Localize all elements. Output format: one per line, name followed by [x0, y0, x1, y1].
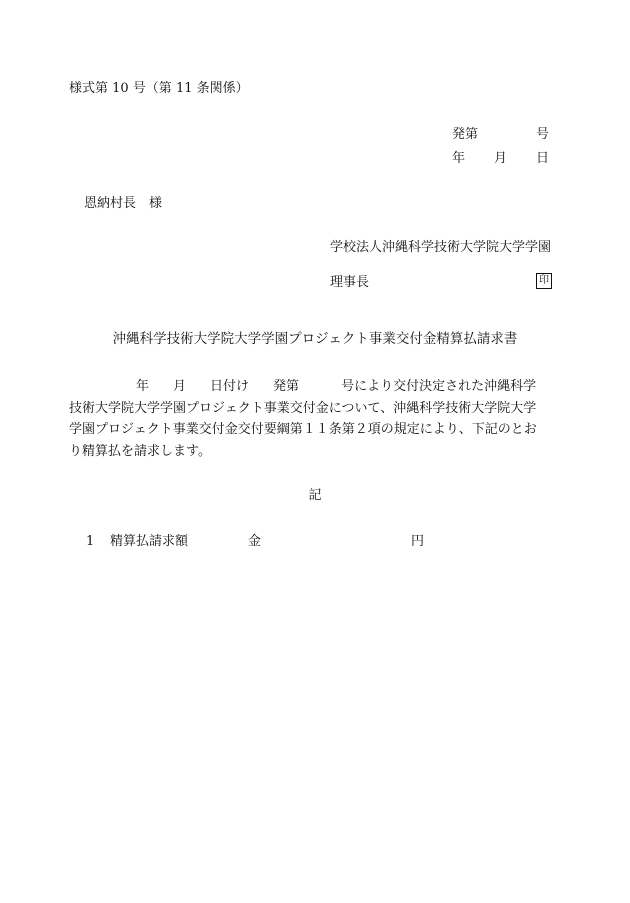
issue-number-row — [452, 127, 552, 151]
body-paragraph — [69, 376, 561, 462]
addressee-honorific: 様 — [149, 196, 163, 211]
body-line-4: り精算払を請求します。 — [69, 443, 211, 459]
hatsu-dai-label: 発第 — [452, 127, 479, 142]
ki-heading: 記 — [308, 488, 322, 503]
body-line-1 — [69, 376, 561, 398]
form-number: 様式第 10 号（第 11 条関係） — [69, 81, 249, 96]
addressee-name: 恩納村長 — [84, 196, 137, 211]
item-kin: 金 — [248, 534, 262, 549]
document-number-block — [452, 127, 552, 175]
body-hatsu-dai: 発第 — [273, 379, 300, 394]
body-line-1-rest: 号により交付決定された沖縄科学 — [341, 379, 537, 394]
body-month: 月 — [173, 379, 187, 394]
document-title: 沖縄科学技術大学院大学学園プロジェクト事業交付金精算払請求書 — [112, 331, 518, 347]
item-unit: 円 — [411, 534, 425, 549]
body-year: 年 — [136, 379, 150, 394]
year-label: 年 — [452, 151, 466, 166]
month-label: 月 — [494, 151, 508, 166]
go-label: 号 — [536, 127, 550, 142]
date-row — [452, 151, 552, 175]
item-label: 精算払請求額 — [110, 534, 189, 549]
item-number: 1 — [86, 534, 95, 549]
day-label: 日 — [536, 151, 550, 166]
body-line-2: 技術大学院大学学園プロジェクト事業交付金について、沖縄科学技術大学院大学 — [69, 400, 537, 416]
seal-stamp: 印 — [536, 273, 552, 289]
body-date-suffix: 日付け — [210, 379, 250, 394]
issuer-organization: 学校法人沖縄科学技術大学院大学学園 — [330, 240, 552, 255]
body-line-3: 学園プロジェクト事業交付金交付要綱第１１条第２項の規定により、下記のとお — [69, 422, 537, 437]
issuer-title: 理事長 — [330, 275, 370, 290]
addressee — [84, 196, 162, 212]
